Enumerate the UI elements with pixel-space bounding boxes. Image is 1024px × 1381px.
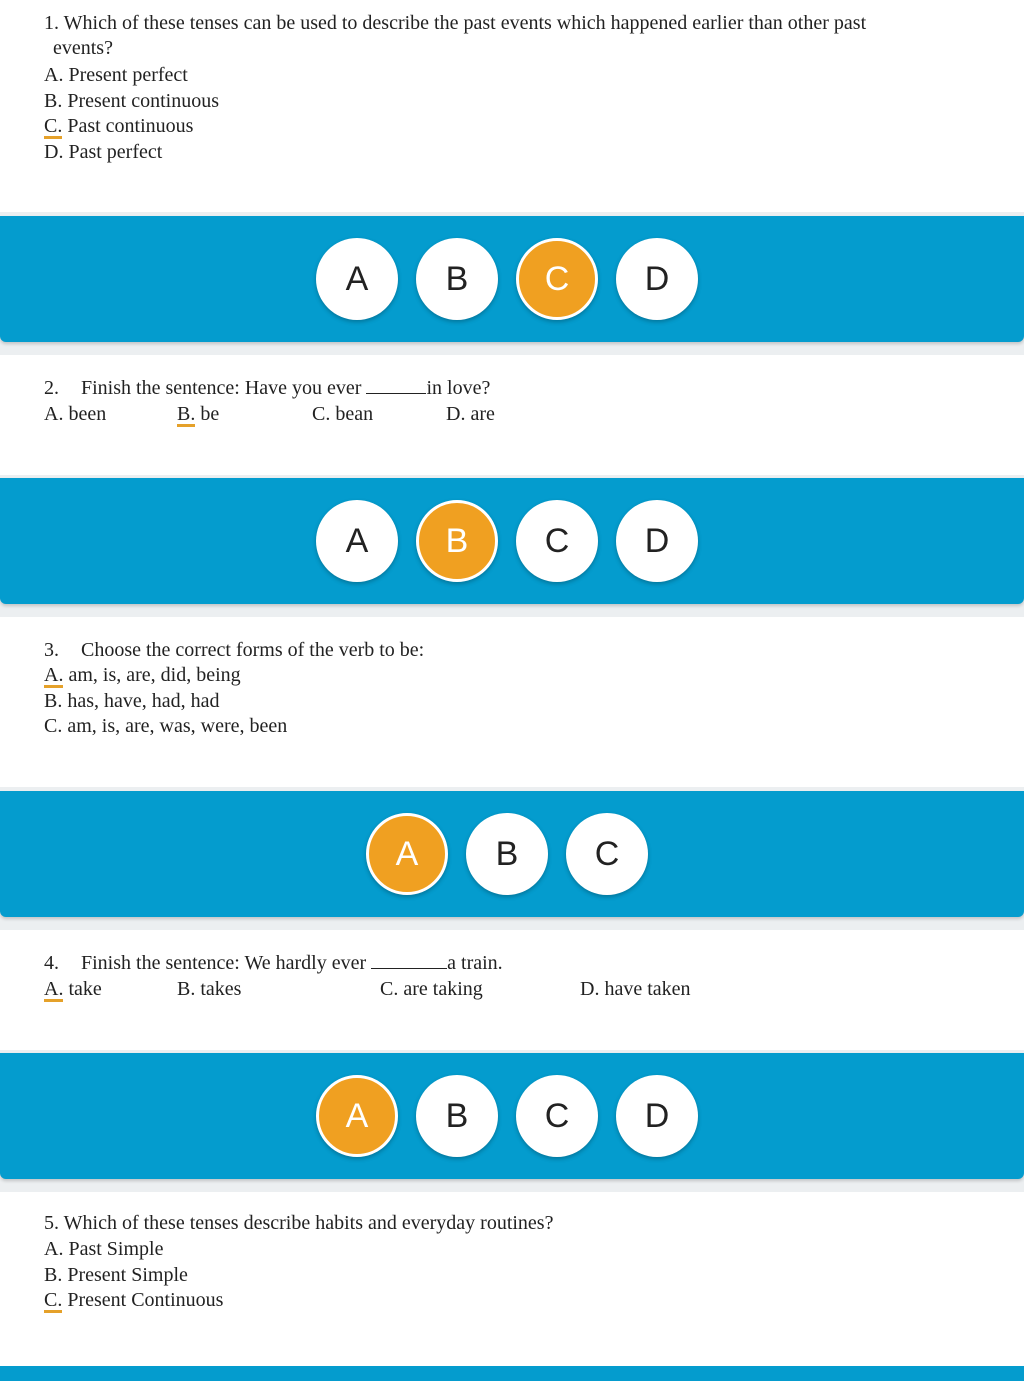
answer-band-4 [0, 1053, 1024, 1179]
q5-option-a: A. Past Simple [44, 1238, 164, 1260]
blank-line [371, 952, 447, 969]
question-1-text-line2: events? [53, 37, 113, 59]
q1-answer-c-button[interactable]: C [516, 238, 598, 320]
q2-answer-a-button[interactable]: A [316, 500, 398, 582]
q4-option-c: C. are taking [380, 978, 483, 1000]
q3-option-c: C. am, is, are, was, were, been [44, 715, 288, 737]
question-5-text: 5. Which of these tenses describe habits and everyday routines? [44, 1212, 554, 1234]
q3-answer-c-button[interactable]: C [566, 813, 648, 895]
question-1-text: 1. Which of these tenses can be used to describe the past events which happened earlier than other past [44, 12, 867, 34]
question-card-5 [0, 1192, 1024, 1366]
answer-band-5-partial [0, 1366, 1024, 1381]
q2-answer-c-button[interactable]: C [516, 500, 598, 582]
q5-option-c: C. Present Continuous [44, 1289, 224, 1311]
answer-band-2 [0, 478, 1024, 604]
q4-option-a: A. take [44, 978, 102, 1000]
q2-option-a: A. been [44, 403, 107, 425]
q2-option-d: D. are [446, 403, 495, 425]
q5-option-b: B. Present Simple [44, 1264, 188, 1286]
q4-answer-b-button[interactable]: B [416, 1075, 498, 1157]
question-3-text: 3. Choose the correct forms of the verb to be: [44, 639, 425, 661]
question-card-4 [0, 930, 1024, 1050]
question-2-text: 2. Finish the sentence: Have you ever in love? [44, 377, 491, 399]
q4-option-b: B. takes [177, 978, 242, 1000]
q4-answer-d-button[interactable]: D [616, 1075, 698, 1157]
q2-answer-d-button[interactable]: D [616, 500, 698, 582]
q3-answer-b-button[interactable]: B [466, 813, 548, 895]
q2-answer-b-button[interactable]: B [416, 500, 498, 582]
q1-answer-a-button[interactable]: A [316, 238, 398, 320]
q4-answer-a-button[interactable]: A [316, 1075, 398, 1157]
q3-answer-a-button[interactable]: A [366, 813, 448, 895]
answer-marker: B. [177, 403, 196, 425]
q1-answer-b-button[interactable]: B [416, 238, 498, 320]
q1-option-b: B. Present continuous [44, 90, 219, 112]
q1-option-d: D. Past perfect [44, 141, 163, 163]
blank-line [366, 377, 426, 394]
question-card-3 [0, 617, 1024, 787]
answer-band-1 [0, 216, 1024, 342]
question-4-text: 4. Finish the sentence: We hardly ever a train. [44, 952, 503, 974]
q3-option-a: A. am, is, are, did, being [44, 664, 241, 686]
q3-option-b: B. has, have, had, had [44, 690, 220, 712]
q2-option-b: B. be [177, 403, 220, 425]
question-card-2 [0, 355, 1024, 475]
q1-option-a: A. Present perfect [44, 64, 188, 86]
answer-marker: A. [44, 978, 64, 1000]
q1-answer-d-button[interactable]: D [616, 238, 698, 320]
q1-option-c: C. Past continuous [44, 115, 194, 137]
q4-answer-c-button[interactable]: C [516, 1075, 598, 1157]
question-card-1 [0, 0, 1024, 212]
q2-option-c: C. bean [312, 403, 374, 425]
answer-band-3 [0, 791, 1024, 917]
q4-option-d: D. have taken [580, 978, 691, 1000]
answer-marker: C. [44, 1289, 63, 1311]
answer-marker: C. [44, 115, 63, 137]
answer-marker: A. [44, 664, 64, 686]
